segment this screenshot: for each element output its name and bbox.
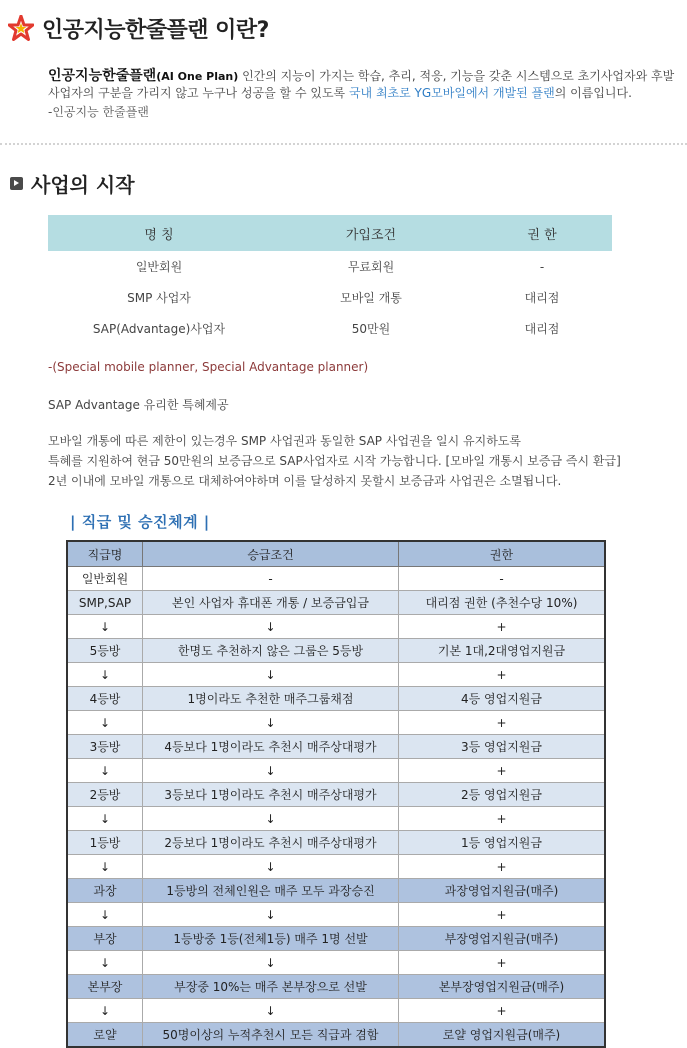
ranking-table: [66, 540, 606, 1048]
policy-line-3: 2년 이내에 모바일 개통으로 대체하여야하며 이를 달성하지 못할시 보증금과 사업권은 소멸됩니다.: [48, 474, 562, 488]
ranking-cell: 1등방: [67, 831, 143, 855]
ranking-title: | 직급 및 승진체계 |: [70, 513, 210, 531]
square-bullet-icon: [10, 177, 23, 190]
ranking-row: [67, 975, 605, 999]
ranking-row: [67, 567, 605, 591]
ranking-cell: 로얄 영업지원금(매주): [399, 1023, 606, 1048]
membership-cell: SMP 사업자: [127, 291, 191, 305]
membership-cell: 일반회원: [135, 260, 183, 274]
ranking-cell: ↓: [67, 615, 143, 639]
membership-cell: 무료회원: [347, 260, 395, 274]
membership-cell: -: [539, 259, 545, 274]
membership-header-row: [48, 215, 612, 251]
ranking-row: [67, 711, 605, 735]
ranking-cell: -: [143, 567, 399, 591]
star-icon: [8, 15, 34, 41]
ranking-cell: ↓: [143, 759, 399, 783]
ranking-cell: +: [399, 999, 606, 1023]
ranking-cell: 로얄: [67, 1023, 143, 1048]
ranking-cell: +: [399, 807, 606, 831]
ranking-cell: +: [399, 951, 606, 975]
ranking-cell: ↓: [143, 903, 399, 927]
dotted-divider: [0, 143, 687, 145]
ranking-cell: ↓: [143, 807, 399, 831]
ranking-cell: ↓: [67, 903, 143, 927]
sap-note: SAP Advantage 유리한 특혜제공: [48, 398, 229, 412]
ranking-row: [67, 759, 605, 783]
ranking-row: [67, 615, 605, 639]
membership-cell: 대리점: [524, 322, 560, 336]
ranking-row: [67, 927, 605, 951]
intro-paragraph: [48, 68, 678, 121]
ranking-cell: ↓: [143, 999, 399, 1023]
membership-header: 권 한: [472, 215, 612, 251]
intro-text-b: 의 이름입니다.: [554, 86, 632, 100]
ranking-row: [67, 855, 605, 879]
ranking-header: 직급명: [67, 541, 143, 567]
ranking-cell: SMP,SAP: [67, 591, 143, 615]
ranking-row: [67, 879, 605, 903]
ranking-cell: ↓: [143, 663, 399, 687]
ranking-cell: +: [399, 759, 606, 783]
ranking-row: [67, 903, 605, 927]
ranking-row: [67, 687, 605, 711]
ranking-cell: ↓: [67, 951, 143, 975]
ranking-cell: +: [399, 903, 606, 927]
ranking-cell: ↓: [67, 807, 143, 831]
ranking-cell: +: [399, 711, 606, 735]
ranking-cell: 1명이라도 추천한 매주그룹채점: [143, 687, 399, 711]
ranking-cell: 2등 영업지원금: [399, 783, 606, 807]
ranking-cell: 부장: [67, 927, 143, 951]
ranking-cell: 본부장: [67, 975, 143, 999]
ranking-row: [67, 951, 605, 975]
intro-source: -인공지능 한줄플랜: [48, 105, 149, 119]
ranking-cell: ↓: [143, 711, 399, 735]
ranking-cell: ↓: [143, 855, 399, 879]
ranking-cell: ↓: [67, 759, 143, 783]
membership-header: 명 칭: [48, 215, 270, 251]
membership-cell: SAP(Advantage)사업자: [92, 322, 226, 336]
ranking-cell: 대리점 권한 (추천수당 10%): [399, 591, 606, 615]
intro-highlight: 국내 최초로 YG모바일에서 개발된 플랜: [348, 86, 555, 100]
ranking-cell: +: [399, 855, 606, 879]
membership-cell: 50만원: [351, 322, 391, 336]
ranking-row: [67, 663, 605, 687]
ranking-row: [67, 1023, 605, 1048]
ranking-cell: ↓: [143, 951, 399, 975]
ranking-cell: ↓: [67, 663, 143, 687]
ranking-cell: 1등방의 전체인원은 매주 모두 과장승진: [143, 879, 399, 903]
ranking-cell: 기본 1대,2대영업지원금: [399, 639, 606, 663]
ranking-cell: 1등 영업지원금: [399, 831, 606, 855]
intro-lead-sub: (AI One Plan): [156, 70, 239, 83]
membership-table: [48, 215, 612, 344]
ranking-cell: ↓: [143, 615, 399, 639]
ranking-row: [67, 639, 605, 663]
membership-row: [48, 313, 612, 344]
ranking-cell: +: [399, 663, 606, 687]
intro-text-a: 인간의 지능이 가지는 학습, 추리, 적응, 기능을 갖춘 시스템으로 초기사업자와 후발사업자의 구분을 가리지 않고 누구나 성공을 할 수 있도록: [48, 69, 675, 100]
ranking-row: [67, 807, 605, 831]
page-title: 인공지능한줄플랜 이란?: [42, 17, 269, 43]
ranking-cell: 한명도 추천하지 않은 그룹은 5등방: [143, 639, 399, 663]
ranking-cell: ↓: [67, 855, 143, 879]
ranking-cell: 50명이상의 누적추천시 모든 직급과 겸함: [143, 1023, 399, 1048]
ranking-cell: ↓: [67, 999, 143, 1023]
ranking-cell: 3등보다 1명이라도 추천시 매주상대평가: [143, 783, 399, 807]
membership-header: 가입조건: [270, 215, 472, 251]
ranking-cell: 1등방중 1등(전체1등) 매주 1명 선발: [143, 927, 399, 951]
intro-lead: 인공지능한줄플랜: [48, 68, 157, 84]
ranking-cell: ↓: [67, 711, 143, 735]
ranking-cell: 3등 영업지원금: [399, 735, 606, 759]
ranking-cell: 과장영업지원금(매주): [399, 879, 606, 903]
ranking-row: [67, 831, 605, 855]
ranking-cell: 일반회원: [67, 567, 143, 591]
ranking-cell: 본부장영업지원금(매주): [399, 975, 606, 999]
ranking-cell: +: [399, 615, 606, 639]
ranking-row: [67, 735, 605, 759]
membership-row: [48, 282, 612, 313]
ranking-row: [67, 999, 605, 1023]
policy-line-2: 특혜를 지원하여 현금 50만원의 보증금으로 SAP사업자로 시작 가능합니다. [모바일 개통시 보증금 즉시 환급]: [48, 454, 621, 468]
special-note: -(Special mobile planner, Special Advantage planner): [48, 360, 369, 374]
ranking-cell: 4등 영업지원금: [399, 687, 606, 711]
ranking-header: 권한: [399, 541, 606, 567]
ranking-cell: 2등방: [67, 783, 143, 807]
section-title: [10, 170, 135, 196]
ranking-cell: 5등방: [67, 639, 143, 663]
ranking-header-row: [67, 541, 605, 567]
ranking-row: [67, 783, 605, 807]
membership-row: [48, 251, 612, 282]
ranking-cell: 4등방: [67, 687, 143, 711]
ranking-cell: 2등보다 1명이라도 추천시 매주상대평가: [143, 831, 399, 855]
section-title-text: 사업의 시작: [31, 172, 135, 197]
ranking-cell: 과장: [67, 879, 143, 903]
ranking-cell: 본인 사업자 휴대폰 개통 / 보증금입금: [143, 591, 399, 615]
ranking-cell: 부장영업지원금(매주): [399, 927, 606, 951]
ranking-cell: 4등보다 1명이라도 추천시 매주상대평가: [143, 735, 399, 759]
ranking-header: 승급조건: [143, 541, 399, 567]
main-title: [8, 12, 269, 44]
membership-cell: 대리점: [524, 291, 560, 305]
ranking-row: [67, 591, 605, 615]
membership-cell: 모바일 개통: [340, 291, 402, 305]
ranking-cell: -: [399, 567, 606, 591]
ranking-cell: 3등방: [67, 735, 143, 759]
policy-line-1: 모바일 개통에 따른 제한이 있는경우 SMP 사업권과 동일한 SAP 사업권을 일시 유지하도록: [48, 434, 521, 448]
ranking-cell: 부장중 10%는 매주 본부장으로 선발: [143, 975, 399, 999]
